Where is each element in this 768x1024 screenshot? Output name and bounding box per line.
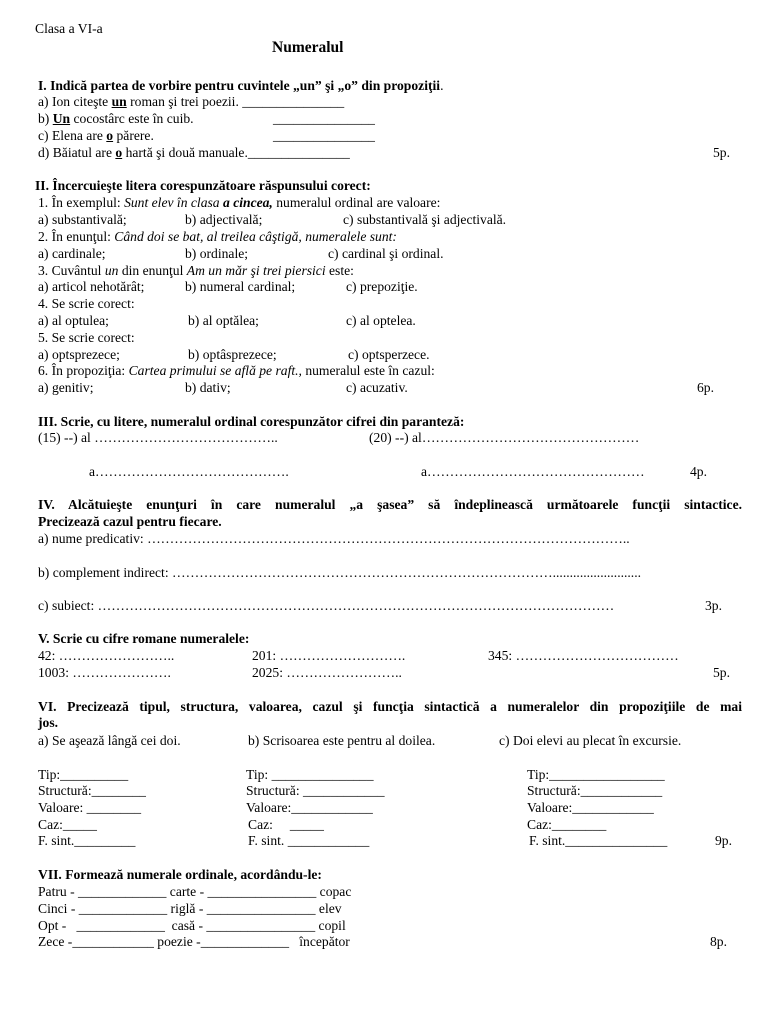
section-1-item-c: c) Elena are o părere. — [38, 128, 154, 143]
col2-function-field[interactable]: F. sint. ____________ — [248, 833, 370, 848]
q3-option-a[interactable]: a) articol nehotărât; — [38, 279, 145, 294]
question-2: 2. În enunţul: Când doi se bat, al treilea câştigă, numeralele sunt: — [38, 229, 397, 244]
q5-option-a[interactable]: a) optsprezece; — [38, 347, 120, 362]
section-5-heading: V. Scrie cu cifre romane numeralele: — [38, 631, 250, 646]
question-6: 6. În propoziţia: Cartea primului se află pe raft., numeralul este în cazul: — [38, 363, 435, 378]
indirect-complement-field[interactable]: b) complement indirect: ………………………………………………………………………….......................... — [38, 565, 641, 580]
row-patru: Patru - _____________ carte - ________________ copac — [38, 884, 352, 899]
col2-structure-field[interactable]: Structură: ____________ — [246, 783, 385, 798]
q3-option-c[interactable]: c) prepoziţie. — [346, 279, 418, 294]
col3-value-field[interactable]: Valoare:____________ — [527, 800, 654, 815]
answer-blank[interactable]: _____________ — [76, 918, 165, 933]
col1-structure-field[interactable]: Structură:________ — [38, 783, 146, 798]
col1-case-field[interactable]: Caz:_____ — [38, 817, 97, 832]
roman-201-field[interactable]: 201: ………………………. — [252, 648, 406, 663]
ordinal-15-answer[interactable]: a……………………………………. — [89, 464, 289, 479]
q1-option-b[interactable]: b) adjectivală; — [185, 212, 263, 227]
predicative-name-field[interactable]: a) nume predicativ: …………………………………………………………………………………………….. — [38, 531, 630, 546]
roman-345-field[interactable]: 345: ……………………………… — [488, 648, 679, 663]
q2-option-c[interactable]: c) cardinal şi ordinal. — [328, 246, 444, 261]
ordinal-20-field[interactable]: (20) --) al………………………………………… — [369, 430, 640, 445]
highlighted-word: o — [106, 128, 114, 143]
answer-blank[interactable]: ____________ — [72, 934, 154, 949]
col2-type-field[interactable]: Tip: _______________ — [246, 767, 374, 782]
section-1-item-b: b) Un cocostârc este în cuib. — [38, 111, 194, 126]
roman-1003-field[interactable]: 1003: …………………. — [38, 665, 171, 680]
section-3-points: 4p. — [690, 464, 707, 479]
col3-type-field[interactable]: Tip:_________________ — [527, 767, 665, 782]
answer-blank[interactable]: ________________ — [206, 918, 316, 933]
subject-field[interactable]: c) subiect: …………………………………………………………………………………………………… — [38, 598, 615, 613]
ordinal-20-answer[interactable]: a………………………………………… — [421, 464, 645, 479]
row-opt: Opt - _____________ casă - ________________ copil — [38, 918, 346, 933]
answer-blank[interactable]: _____________ — [78, 884, 167, 899]
q2-option-b[interactable]: b) ordinale; — [185, 246, 249, 261]
question-5: 5. Se scrie corect: — [38, 330, 135, 345]
highlighted-word: un — [111, 94, 127, 109]
col3-case-field[interactable]: Caz:________ — [527, 817, 607, 832]
question-1: 1. În exemplul: Sunt elev în clasa a cincea, numeralul ordinal are valoare: — [38, 195, 441, 210]
q4-option-b[interactable]: b) al optălea; — [188, 313, 259, 328]
section-6-heading: VI. Precizează tipul, structura, valoarea, cazul şi funcţia sintactică a numeralelor din propoziţiile de mai — [38, 699, 742, 714]
col1-function-field[interactable]: F. sint._________ — [38, 833, 136, 848]
col2-value-field[interactable]: Valoare:____________ — [246, 800, 373, 815]
ordinal-15-field[interactable]: (15) --) al ………………………………….. — [38, 430, 278, 445]
section-1-heading: I. Indică partea de vorbire pentru cuvintele „un” şi „o” din propoziţii. — [38, 78, 444, 93]
section-1-item-d: d) Băiatul are o hartă şi două manuale._______________ — [38, 145, 350, 160]
sentence-a: a) Se aşează lângă cei doi. — [38, 733, 181, 748]
answer-blank[interactable]: _______________ — [273, 128, 375, 143]
q1-option-a[interactable]: a) substantivală; — [38, 212, 127, 227]
answer-blank[interactable]: _____________ — [200, 934, 290, 949]
q2-option-a[interactable]: a) cardinale; — [38, 246, 106, 261]
sentence-b: b) Scrisoarea este pentru al doilea. — [248, 733, 436, 748]
roman-42-field[interactable]: 42: …………………….. — [38, 648, 175, 663]
section-4-points: 3p. — [705, 598, 722, 613]
section-7-points: 8p. — [710, 934, 727, 949]
answer-blank[interactable]: _______________ — [247, 145, 350, 160]
section-3-heading: III. Scrie, cu litere, numeralul ordinal corespunzător cifrei din paranteză: — [38, 414, 465, 429]
section-1-points: 5p. — [713, 145, 730, 160]
col1-type-field[interactable]: Tip:__________ — [38, 767, 129, 782]
answer-blank[interactable]: _______________ — [273, 111, 375, 126]
section-1-item-a: a) Ion citeşte un roman şi trei poezii. _______________ — [38, 94, 345, 109]
section-2-points: 6p. — [697, 380, 714, 395]
question-4: 4. Se scrie corect: — [38, 296, 135, 311]
q4-option-a[interactable]: a) al optulea; — [38, 313, 109, 328]
answer-blank[interactable]: ________________ — [206, 901, 316, 916]
section-5-points: 5p. — [713, 665, 730, 680]
section-2-heading: II. Încercuieşte litera corespunzătoare răspunsului corect: — [35, 178, 371, 193]
roman-2025-field[interactable]: 2025: …………………….. — [252, 665, 402, 680]
q6-option-c[interactable]: c) acuzativ. — [346, 380, 408, 395]
highlighted-word: Un — [52, 111, 71, 126]
q5-option-c[interactable]: c) optsperzece. — [348, 347, 430, 362]
q6-option-a[interactable]: a) genitiv; — [38, 380, 94, 395]
question-3: 3. Cuvântul un din enunţul Am un măr şi trei piersici este: — [38, 263, 354, 278]
col3-structure-field[interactable]: Structură:____________ — [527, 783, 663, 798]
q5-option-b[interactable]: b) optâsprezece; — [188, 347, 277, 362]
sentence-c: c) Doi elevi au plecat în excursie. — [499, 733, 682, 748]
q1-option-c[interactable]: c) substantivală şi adjectivală. — [343, 212, 507, 227]
answer-blank[interactable]: _______________ — [242, 94, 345, 109]
answer-blank[interactable]: _____________ — [78, 901, 168, 916]
section-6-points: 9p. — [715, 833, 732, 848]
page-title: Numeralul — [272, 39, 344, 56]
section-7-heading: VII. Formează numerale ordinale, acordându-le: — [38, 867, 322, 882]
row-zece: Zece -____________ poezie -_____________ începător — [38, 934, 350, 949]
col2-case-field[interactable]: Caz: _____ — [248, 817, 324, 832]
col1-value-field[interactable]: Valoare: ________ — [38, 800, 142, 815]
answer-blank[interactable]: ________________ — [207, 884, 317, 899]
col3-function-field[interactable]: F. sint._______________ — [529, 833, 668, 848]
section-6-heading-cont: jos. — [38, 715, 59, 730]
section-4-heading: IV. Alcătuieşte enunţuri în care numeralul „a şasea” să îndeplinească următoarele funcţii sintactice. — [38, 497, 742, 512]
section-4-subheading: Precizează cazul pentru fiecare. — [38, 514, 222, 529]
highlighted-word: o — [115, 145, 123, 160]
class-label: Clasa a VI-a — [35, 21, 103, 36]
q3-option-b[interactable]: b) numeral cardinal; — [185, 279, 296, 294]
q6-option-b[interactable]: b) dativ; — [185, 380, 231, 395]
q4-option-c[interactable]: c) al optelea. — [346, 313, 416, 328]
row-cinci: Cinci - _____________ riglă - ________________ elev — [38, 901, 342, 916]
